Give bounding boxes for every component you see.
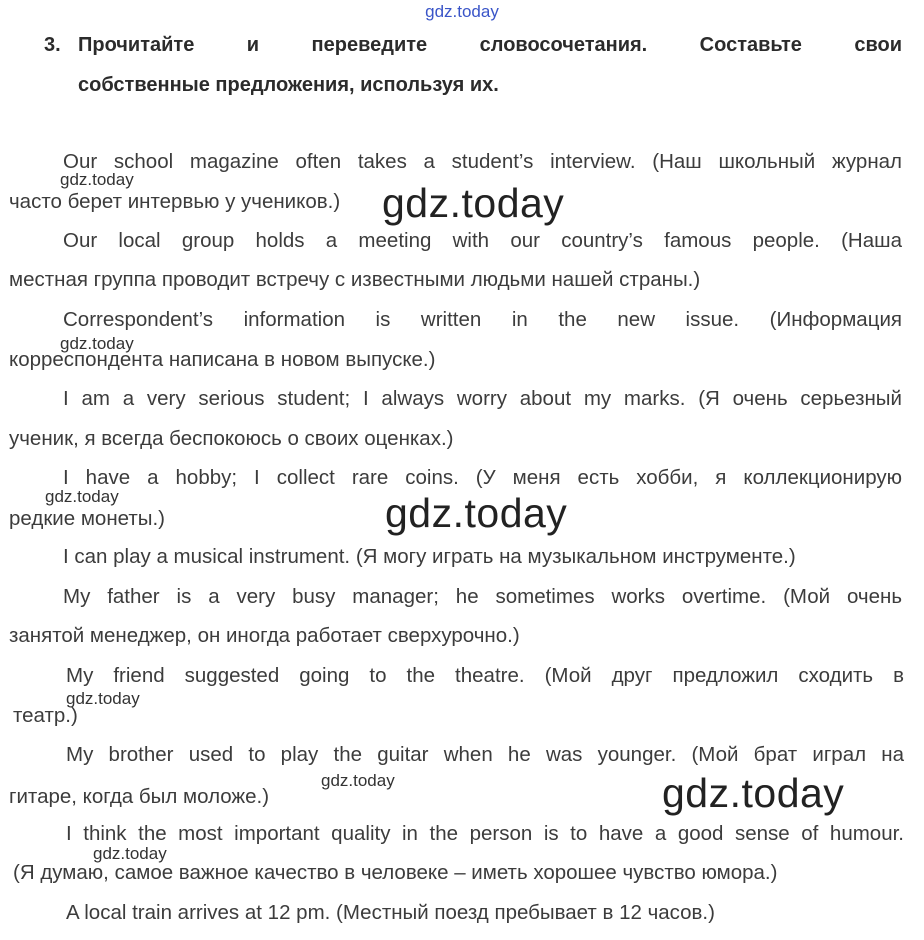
text-line: A local train arrives at 12 pm. (Местный поезд пребывает в 12 часов.) xyxy=(66,901,715,924)
watermark-small: gdz.today xyxy=(321,771,395,790)
watermark-small: gdz.today xyxy=(60,334,134,353)
text-line: Correspondent’s information is written in the new issue. (Информация xyxy=(63,308,902,331)
task-heading-line1: Прочитайте и переведите словосочетания. Составьте свои xyxy=(78,34,902,56)
text-line: корреспондента написана в новом выпуске.) xyxy=(9,348,436,371)
text-line: занятой менеджер, он иногда работает сверхурочно.) xyxy=(9,624,520,647)
watermark-large: gdz.today xyxy=(385,490,568,536)
text-line: ученик, я всегда беспокоюсь о своих оценках.) xyxy=(9,427,454,450)
watermark-small: gdz.today xyxy=(60,170,134,189)
text-line: Our local group holds a meeting with our country’s famous people. (Наша xyxy=(63,229,902,252)
text-line: местная группа проводит встречу с известными людьми нашей страны.) xyxy=(9,268,701,291)
text-line: I am a very serious student; I always worry about my marks. (Я очень серьезный xyxy=(63,387,902,410)
watermark-large: gdz.today xyxy=(382,180,565,226)
watermark-small: gdz.today xyxy=(93,844,167,863)
text-line: My brother used to play the guitar when he was younger. (Мой брат играл на xyxy=(66,743,904,766)
text-line: My friend suggested going to the theatre. (Мой друг предложил сходить в xyxy=(66,664,904,687)
text-line: I think the most important quality in the person is to have a good sense of humour. xyxy=(66,822,904,845)
text-line: редкие монеты.) xyxy=(9,507,166,530)
text-line: I can play a musical instrument. (Я могу играть на музыкальном инструменте.) xyxy=(63,545,796,568)
task-number: 3. xyxy=(44,34,61,56)
text-line: гитаре, когда был моложе.) xyxy=(9,785,270,808)
text-line: театр.) xyxy=(13,704,78,727)
text-line: I have a hobby; I collect rare coins. (У меня есть хобби, я коллекционирую xyxy=(63,466,902,489)
watermark-small: gdz.today xyxy=(66,689,140,708)
task-heading-line2: собственные предложения, используя их. xyxy=(78,74,499,96)
watermark-top: gdz.today xyxy=(425,2,499,21)
watermark-large: gdz.today xyxy=(662,770,845,816)
text-line: (Я думаю, самое важное качество в человеке – иметь хорошее чувство юмора.) xyxy=(13,861,778,884)
watermark-small: gdz.today xyxy=(45,487,119,506)
text-line: часто берет интервью у учеников.) xyxy=(9,190,341,213)
text-line: My father is a very busy manager; he sometimes works overtime. (Мой очень xyxy=(63,585,902,608)
text-line: Our school magazine often takes a student’s interview. (Наш школьный журнал xyxy=(63,150,902,173)
